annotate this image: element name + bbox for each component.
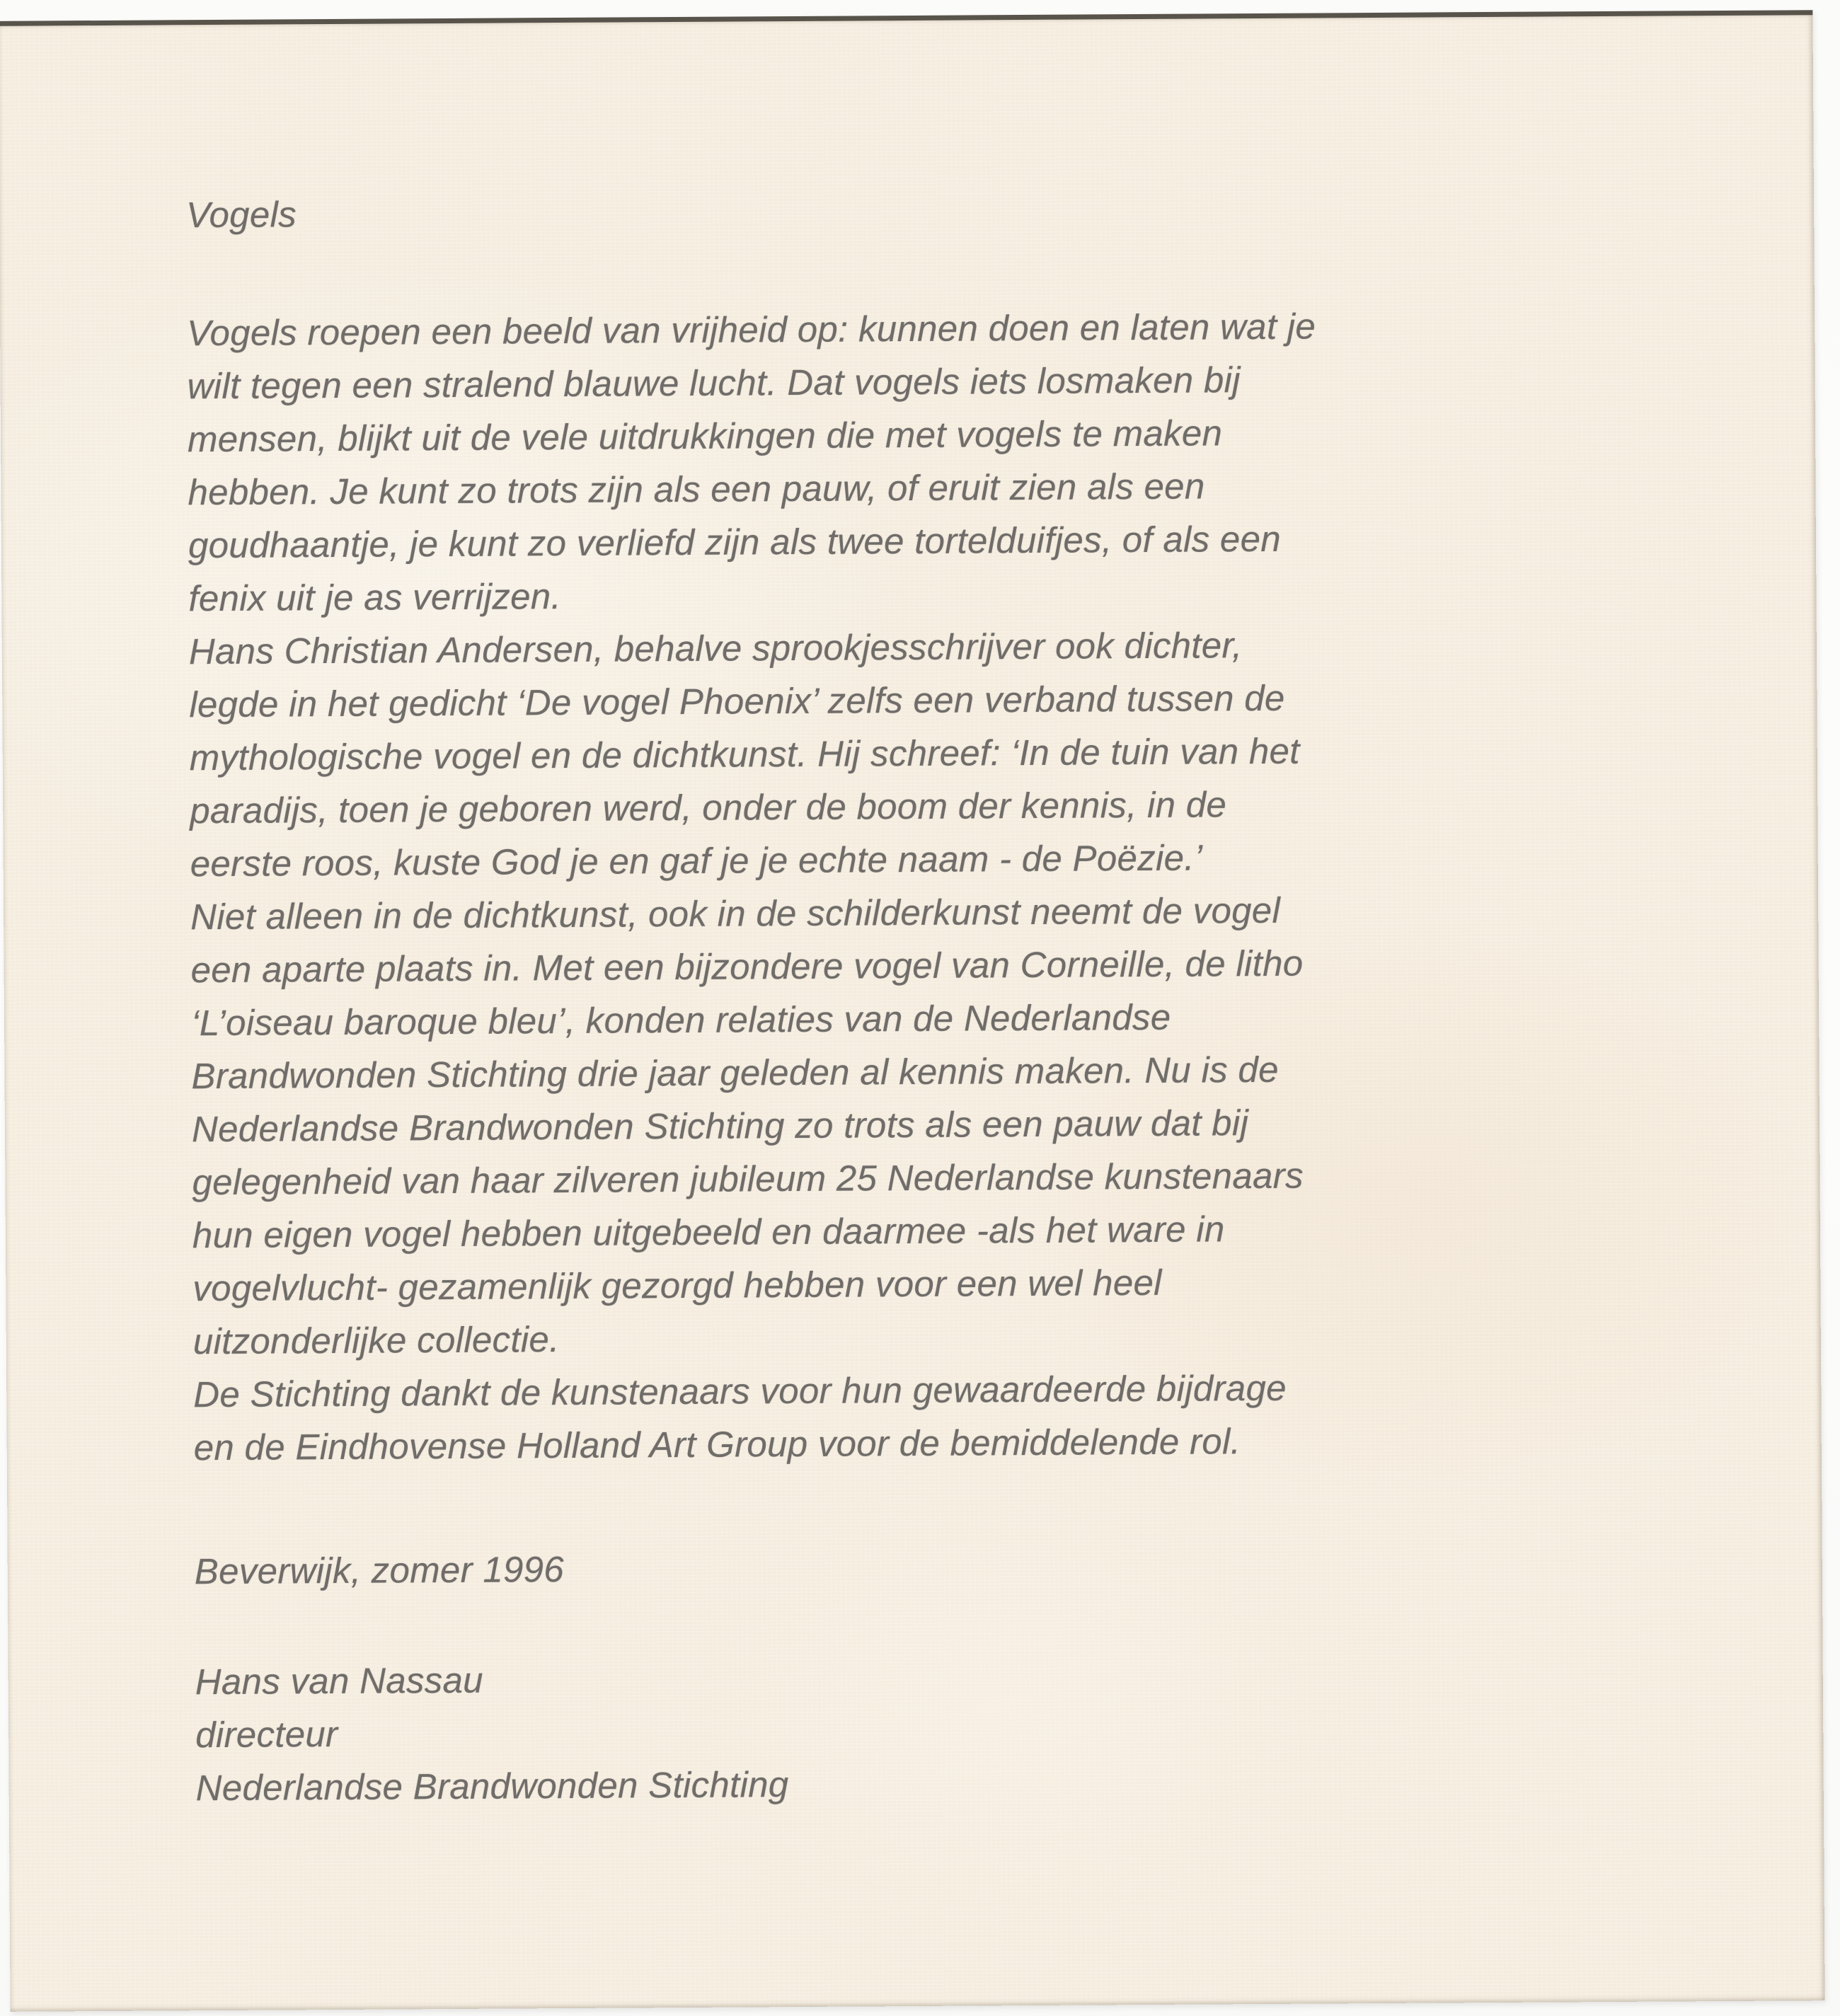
text-line: ‘L’oiseau baroque bleu’, konden relaties van de Nederlandse — [190, 996, 1171, 1044]
text-line: en de Eindhovense Holland Art Group voor de bemiddelende rol. — [193, 1421, 1241, 1468]
text-line: uitzonderlijke collectie. — [192, 1319, 560, 1362]
text-line: vogelvlucht- gezamenlijk gezorgd hebben voor een wel heel — [192, 1262, 1162, 1309]
text-layer — [0, 15, 1825, 2012]
text-line: een aparte plaats in. Met een bijzondere vogel van Corneille, de litho — [190, 943, 1304, 991]
signature-organization: Nederlandse Brandwonden Stichting — [195, 1764, 789, 1809]
document-title: Vogels — [185, 194, 297, 236]
text-line: fenix uit je as verrijzen. — [188, 576, 562, 619]
text-line: Brandwonden Stichting drie jaar geleden al kennis maken. Nu is de — [191, 1049, 1279, 1097]
text-line: goudhaantje, je kunt zo verliefd zijn als twee tortelduifjes, of als een — [188, 518, 1282, 566]
text-line: mensen, blijkt uit de vele uitdrukkingen die met vogels te maken — [187, 413, 1223, 460]
text-line: hun eigen vogel hebben uitgebeeld en daarmee -als het ware in — [192, 1209, 1225, 1256]
text-line: legde in het gedicht ‘De vogel Phoenix’ zelfs een verband tussen de — [189, 677, 1285, 725]
text-line: mythologische vogel en de dichtkunst. Hij schreef: ‘In de tuin van het — [189, 730, 1300, 778]
text-line: eerste roos, kuste God je en gaf je je echte naam - de Poëzie.’ — [190, 837, 1203, 885]
signature-block — [195, 1652, 789, 1814]
signature-name: Hans van Nassau — [195, 1659, 483, 1703]
text-line: Nederlandse Brandwonden Stichting zo trots als een pauw dat bij — [191, 1102, 1249, 1150]
text-line: De Stichting dankt de kunstenaars voor hun gewaardeerde bijdrage — [193, 1367, 1287, 1415]
text-line: paradijs, toen je geboren werd, onder de boom der kennis, in de — [190, 784, 1227, 831]
text-line: hebben. Je kunt zo trots zijn als een pauw, of eruit zien als een — [188, 466, 1205, 513]
text-line: wilt tegen een stralend blauwe lucht. Dat vogels iets losmaken bij — [187, 359, 1241, 407]
paper-sheet — [0, 10, 1825, 2012]
text-line: Niet alleen in de dichtkunst, ook in de schilderkunst neemt de vogel — [190, 889, 1281, 938]
text-line: gelegenheid van haar zilveren jubileum 25 Nederlandse kunstenaars — [192, 1155, 1304, 1203]
signature-role: directeur — [195, 1713, 338, 1756]
dateline: Beverwijk, zomer 1996 — [194, 1549, 565, 1592]
body-paragraph — [187, 299, 1323, 1474]
text-line: Vogels roepen een beeld van vrijheid op: kunnen doen en laten wat je — [186, 306, 1316, 354]
text-line: Hans Christian Andersen, behalve sprookjesschrijver ook dichter, — [188, 625, 1243, 672]
